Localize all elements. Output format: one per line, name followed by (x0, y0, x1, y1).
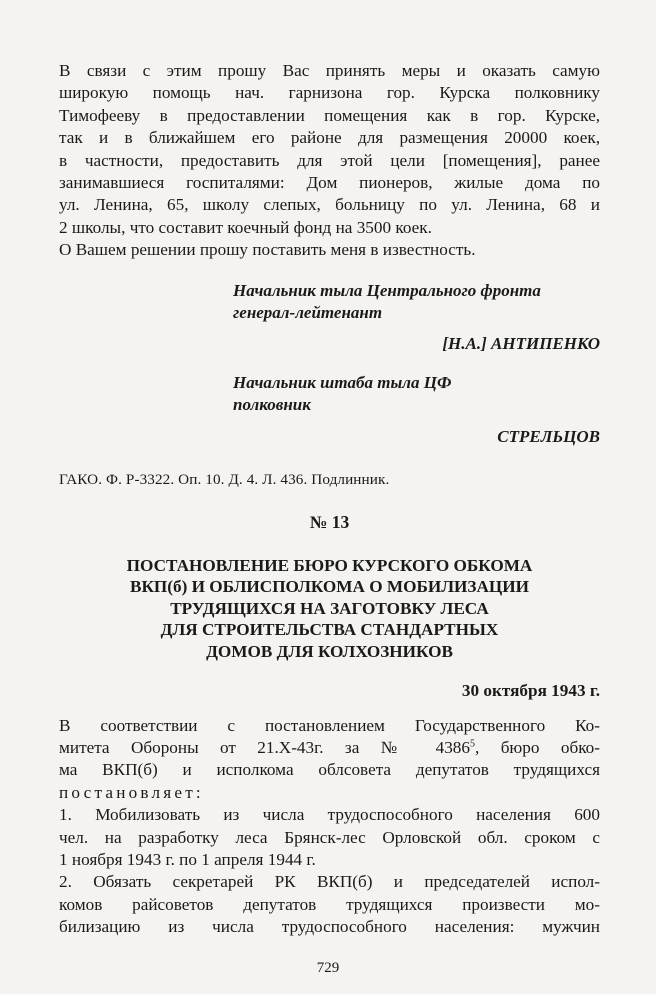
text-line: Тимофееву в предоставлении помещения как в гор. Курске, (59, 105, 600, 125)
resolution-word: постановляет: (59, 782, 204, 802)
text-line: ма ВКП(б) и исполкома облсовета депутатов трудящихся (59, 760, 600, 780)
text-line: ул. Ленина, 65, школу слепых, больницу по ул. Ленина, 68 и (59, 195, 600, 215)
text-line-with-footnote (59, 737, 600, 759)
text-line: комов райсоветов депутатов трудящихся произвести мо- (59, 894, 600, 914)
text-line: 1 ноября 1943 г. по 1 апреля 1944 г. (59, 850, 316, 870)
signatory-title: Начальник тыла Центрального фронта (233, 280, 541, 300)
text-line: занимавшиеся госпиталями: Дом пионеров, жилые дома по (59, 173, 600, 193)
request-line: О Вашем решении прошу поставить меня в известность. (59, 240, 476, 260)
signatory-rank: полковник (233, 395, 311, 415)
text-line: так и в ближайшем его районе для размещения 20000 коек, (59, 128, 600, 148)
signatory-name: СТРЕЛЬЦОВ (497, 426, 600, 446)
text-line: чел. на разработку леса Брянск-лес Орловской обл. сроком с (59, 827, 600, 847)
text-line: В связи с этим прошу Вас принять меры и оказать самую (59, 61, 600, 80)
text-line: широкую помощь нач. гарнизона гор. Курска полковнику (59, 83, 600, 103)
text-line: В соответствии с постановлением Государственного Ко- (59, 715, 600, 735)
signatory-name: [Н.А.] АНТИПЕНКО (442, 333, 600, 353)
title-line: ВКП(б) И ОБЛИСПОЛКОМА О МОБИЛИЗАЦИИ (130, 577, 529, 597)
signatory-title: Начальник штаба тыла ЦФ (233, 372, 452, 392)
archival-source: ГАКО. Ф. Р-3322. Оп. 10. Д. 4. Л. 436. Подлинник. (59, 470, 390, 488)
text-fragment: митета Обороны от 21.Х-43г. за № 4386 (59, 738, 470, 758)
title-line: ДЛЯ СТРОИТЕЛЬСТВА СТАНДАРТНЫХ (160, 620, 499, 640)
body-text (59, 715, 600, 939)
signatory-rank: генерал-лейтенант (233, 303, 383, 323)
signature-block-1 (233, 280, 600, 354)
document-number: № 13 (309, 511, 350, 532)
document-title (59, 555, 600, 663)
title-line: ПОСТАНОВЛЕНИЕ БЮРО КУРСКОГО ОБКОМА (126, 555, 533, 575)
title-line: ДОМОВ ДЛЯ КОЛХОЗНИКОВ (206, 642, 453, 662)
text-fragment: , бюро обко- (475, 738, 600, 758)
document-page (59, 60, 600, 939)
footnote-marker[interactable]: 5 (470, 738, 475, 750)
page-number: 729 (316, 960, 340, 976)
document-date: 30 октября 1943 г. (461, 680, 600, 700)
signature-block-2 (233, 372, 600, 447)
intro-paragraph (59, 60, 600, 262)
text-line: 2 школы, что составит коечный фонд на 3500 коек. (59, 217, 432, 237)
text-line: 2. Обязать секретарей РК ВКП(б) и председателей испол- (59, 872, 600, 892)
text-line: в частности, предоставить для этой цели [помещения], ранее (59, 150, 600, 170)
text-line: 1. Мобилизовать из числа трудоспособного населения 600 (59, 805, 600, 825)
text-line: билизацию из числа трудоспособного населения: мужчин (59, 917, 600, 937)
title-line: ТРУДЯЩИХСЯ НА ЗАГОТОВКУ ЛЕСА (170, 598, 489, 618)
